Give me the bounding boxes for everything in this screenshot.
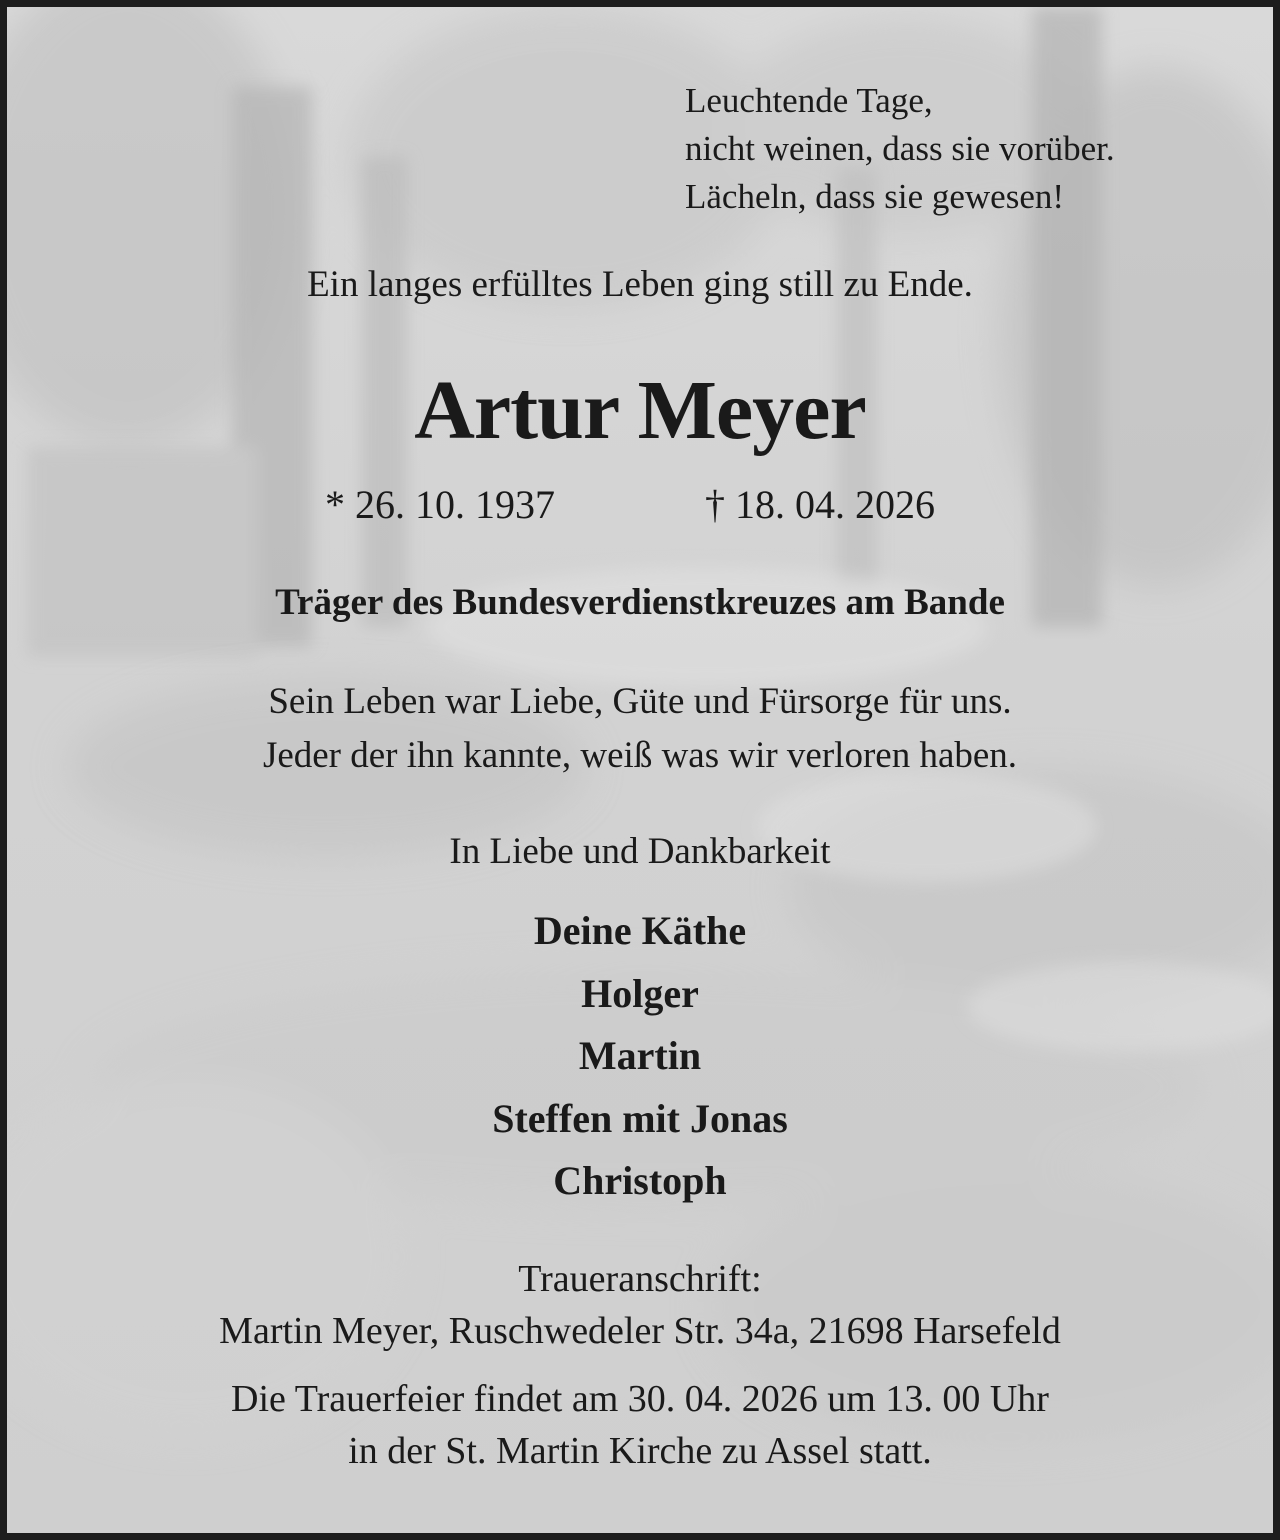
mourning-address-label: Traueranschrift: (518, 1258, 762, 1300)
mourner-name: Steffen mit Jonas (492, 1096, 788, 1141)
closing-text: In Liebe und Dankbarkeit (449, 831, 831, 872)
poem-line-2: nicht weinen, dass sie vorüber. (685, 129, 1115, 168)
honor-line: Träger des Bundesverdienstkreuzes am Bande (275, 582, 1005, 623)
funeral-info-line-2: in der St. Martin Kirche zu Assel statt. (348, 1430, 932, 1472)
poem-line-1: Leuchtende Tage, (685, 81, 933, 120)
death-date: † 18. 04. 2026 (705, 482, 935, 527)
tribute-line-2: Jeder der ihn kannte, weiß was wir verloren haben. (262, 735, 1018, 776)
mourner-name: Martin (578, 1033, 702, 1078)
mourning-address: Martin Meyer, Ruschwedeler Str. 34a, 21698 Harsefeld (219, 1310, 1061, 1352)
birth-date: * 26. 10. 1937 (325, 482, 555, 527)
mourner-name: Holger (581, 971, 699, 1016)
intro-text: Ein langes erfülltes Leben ging still zu Ende. (307, 264, 973, 305)
mourner-name: Christoph (553, 1158, 727, 1203)
funeral-info-line-1: Die Trauerfeier findet am 30. 04. 2026 um 13. 00 Uhr (231, 1378, 1049, 1420)
poem-line-3: Lächeln, dass sie gewesen! (685, 177, 1065, 216)
deceased-name: Artur Meyer (414, 364, 866, 457)
mourner-name: Deine Käthe (533, 908, 747, 953)
tribute-line-1: Sein Leben war Liebe, Güte und Fürsorge für uns. (268, 681, 1012, 722)
